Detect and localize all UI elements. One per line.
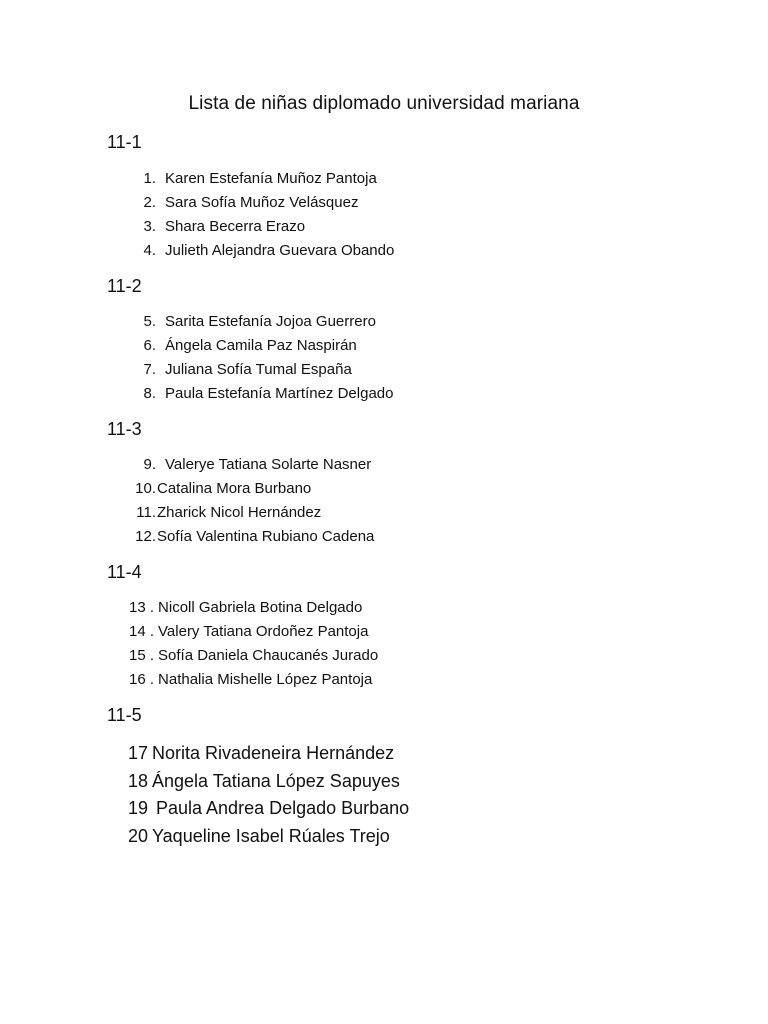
student-name: Catalina Mora Burbano xyxy=(157,480,312,497)
student-list-11-5 xyxy=(128,740,409,850)
student-name: Sarita Estefanía Jojoa Guerrero xyxy=(165,313,376,330)
list-item xyxy=(129,596,378,620)
student-name: Yaqueline Isabel Rúales Trejo xyxy=(152,825,390,846)
item-number: 2. xyxy=(143,194,156,211)
list-item xyxy=(120,239,394,263)
item-number: 6. xyxy=(143,337,156,354)
student-name: Paula Andrea Delgado Burbano xyxy=(156,798,410,818)
item-number: 5. xyxy=(143,313,156,330)
student-name: Valerye Tatiana Solarte Nasner xyxy=(165,456,372,473)
student-list-11-3 xyxy=(120,453,374,549)
student-name: Karen Estefanía Muñoz Pantoja xyxy=(165,170,377,187)
item-number: 18 xyxy=(128,770,149,791)
list-item xyxy=(120,501,374,525)
list-item xyxy=(120,525,374,549)
item-number: 15 . xyxy=(129,647,155,664)
list-item xyxy=(120,453,374,477)
student-name: Nicoll Gabriela Botina Delgado xyxy=(158,599,363,616)
student-name: Nathalia Mishelle López Pantoja xyxy=(158,671,373,688)
item-number: 14 . xyxy=(129,623,155,640)
list-item xyxy=(128,768,409,796)
item-number: 3. xyxy=(143,218,156,235)
item-number: 20 xyxy=(128,825,149,846)
item-number: 1. xyxy=(143,170,156,187)
student-name: Sofía Daniela Chaucanés Jurado xyxy=(158,647,379,664)
student-name: Sofía Valentina Rubiano Cadena xyxy=(157,528,375,545)
section-heading-11-1: 11-1 xyxy=(107,132,142,152)
item-number: 12. xyxy=(135,528,156,545)
student-list-11-2 xyxy=(120,310,393,406)
section-heading-11-4: 11-4 xyxy=(107,562,142,582)
item-number: 8. xyxy=(143,385,156,402)
student-name: Sara Sofía Muñoz Velásquez xyxy=(165,194,359,211)
list-item xyxy=(128,740,409,768)
item-number: 17 xyxy=(128,743,149,763)
item-number: 19 xyxy=(128,798,149,818)
item-number: 9. xyxy=(143,456,156,473)
list-item xyxy=(120,477,374,501)
list-item xyxy=(120,191,394,215)
item-number: 13 . xyxy=(129,599,155,616)
list-item xyxy=(129,620,378,644)
list-item xyxy=(120,310,393,334)
student-name: Zharick Nicol Hernández xyxy=(157,504,322,521)
section-heading-11-3: 11-3 xyxy=(107,419,142,439)
section-heading-11-5: 11-5 xyxy=(107,705,142,725)
section-heading-11-2: 11-2 xyxy=(107,276,142,296)
item-number: 7. xyxy=(143,361,156,378)
student-name: Ángela Camila Paz Naspirán xyxy=(165,337,357,354)
document-title: Lista de niñas diplomado universidad mariana xyxy=(188,93,580,114)
student-name: Julieth Alejandra Guevara Obando xyxy=(165,242,395,259)
student-name: Juliana Sofía Tumal España xyxy=(165,361,352,378)
list-item xyxy=(128,823,409,851)
item-number: 4. xyxy=(143,242,156,259)
student-name: Ángela Tatiana López Sapuyes xyxy=(152,770,400,791)
item-number: 10. xyxy=(135,480,156,497)
list-item xyxy=(120,334,393,358)
item-number: 11. xyxy=(136,504,156,521)
student-name: Valery Tatiana Ordoñez Pantoja xyxy=(158,623,369,640)
list-item xyxy=(120,358,393,382)
list-item xyxy=(129,644,378,668)
student-list-11-1 xyxy=(120,167,394,263)
list-item xyxy=(120,382,393,406)
list-item xyxy=(129,668,378,692)
list-item xyxy=(120,167,394,191)
student-name: Norita Rivadeneira Hernández xyxy=(152,743,395,763)
student-name: Shara Becerra Erazo xyxy=(165,218,306,235)
student-list-11-4 xyxy=(129,596,378,692)
student-name: Paula Estefanía Martínez Delgado xyxy=(165,385,394,402)
list-item xyxy=(128,795,409,823)
item-number: 16 . xyxy=(129,671,155,688)
list-item xyxy=(120,215,394,239)
